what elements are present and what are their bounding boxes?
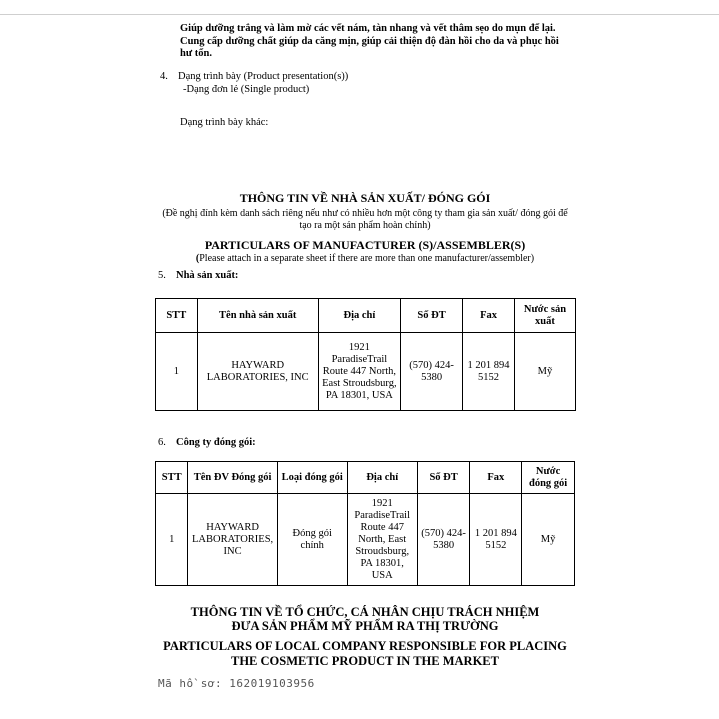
col-fax: Fax bbox=[470, 462, 522, 494]
section-4-heading bbox=[160, 71, 348, 82]
cell-stt: 1 bbox=[156, 494, 188, 586]
cell-fax: 1 201 894 5152 bbox=[470, 494, 522, 586]
benefit-line-2: Cung cấp dưỡng chất giúp da căng mịn, giúp cải thiện độ đàn hồi cho da và phục hồi bbox=[180, 35, 559, 47]
col-packager-name: Tên ĐV Đóng gói bbox=[188, 462, 277, 494]
col-address: Địa chỉ bbox=[318, 299, 400, 333]
section-5-number: 5. bbox=[158, 270, 166, 281]
section-5-label bbox=[158, 270, 238, 281]
packager-table-header-row bbox=[156, 462, 575, 494]
cell-address: 1921 ParadiseTrail Route 447 North, East Stroudsburg, PA 18301, USA bbox=[318, 333, 400, 411]
local-company-heading-vn-1: THÔNG TIN VỀ TỔ CHỨC, CÁ NHÂN CHỊU TRÁCH NHIỆM bbox=[190, 605, 540, 619]
table-row bbox=[156, 494, 575, 586]
col-phone: Số ĐT bbox=[417, 462, 470, 494]
manufacturer-note-vn: (Đề nghị đính kèm danh sách riêng nếu như có nhiều hơn một công ty tham gia sản xuất/ đóng gói để tạo ra một sản phẩm hoàn chỉnh) bbox=[162, 208, 568, 231]
section-4-value: -Dạng đơn lẻ (Single product) bbox=[183, 84, 310, 95]
section-6-number: 6. bbox=[158, 437, 166, 448]
section-5-title: Nhà sản xuất: bbox=[176, 270, 239, 281]
col-address: Địa chỉ bbox=[347, 462, 417, 494]
cell-address: 1921 ParadiseTrail Route 447 North, East Stroudsburg, PA 18301, USA bbox=[347, 494, 417, 586]
record-code: Mã hồ sơ: 162019103956 bbox=[158, 677, 315, 690]
col-fax: Fax bbox=[463, 299, 515, 333]
note-en-open-paren: ( bbox=[195, 253, 200, 264]
packager-table bbox=[155, 461, 575, 586]
local-company-heading-vn-2: ĐƯA SẢN PHẨM MỸ PHẨM RA THỊ TRƯỜNG bbox=[231, 619, 499, 633]
cell-packaging-type: Đóng gói chính bbox=[277, 494, 347, 586]
section-6-title: Công ty đóng gói: bbox=[176, 437, 256, 448]
cell-packager-name: HAYWARD LABORATORIES, INC bbox=[188, 494, 277, 586]
table-row bbox=[156, 333, 576, 411]
cell-fax: 1 201 894 5152 bbox=[463, 333, 515, 411]
local-company-heading-en-2: THE COSMETIC PRODUCT IN THE MARKET bbox=[231, 654, 499, 668]
manufacturer-table-header-row bbox=[156, 299, 576, 333]
section-4-other-label: Dạng trình bày khác: bbox=[180, 117, 269, 128]
page-top-border bbox=[0, 0, 719, 15]
section-6-label bbox=[158, 437, 256, 448]
col-country: Nước sản xuất bbox=[514, 299, 575, 333]
section-4-title: Dạng trình bày (Product presentation(s)) bbox=[178, 71, 349, 82]
cell-country: Mỹ bbox=[514, 333, 575, 411]
note-en-text: Please attach in a separate sheet if there are more than one manufacturer/assembler) bbox=[199, 253, 535, 264]
cell-stt: 1 bbox=[156, 333, 198, 411]
section-4-number: 4. bbox=[160, 71, 168, 82]
manufacturer-heading-vn: THÔNG TIN VỀ NHÀ SẢN XUẤT/ ĐÓNG GÓI bbox=[239, 191, 491, 205]
manufacturer-note-en bbox=[150, 253, 580, 264]
col-manufacturer-name: Tên nhà sản xuất bbox=[197, 299, 318, 333]
col-stt: STT bbox=[156, 299, 198, 333]
col-packaging-type: Loại đóng gói bbox=[277, 462, 347, 494]
benefit-line-1: Giúp dưỡng trắng và làm mờ các vết nám, tàn nhang và vết thâm sẹo do mụn để lại. bbox=[180, 23, 556, 34]
manufacturer-table bbox=[155, 298, 576, 411]
local-company-heading-en-1: PARTICULARS OF LOCAL COMPANY RESPONSIBLE FOR PLACING bbox=[163, 639, 567, 653]
cell-phone: (570) 424-5380 bbox=[417, 494, 470, 586]
manufacturer-heading-en: PARTICULARS OF MANUFACTURER (S)/ASSEMBLER(S) bbox=[204, 238, 526, 252]
benefit-line-3: hư tổn. bbox=[180, 48, 212, 59]
col-country: Nước đóng gói bbox=[522, 462, 575, 494]
product-benefits-text bbox=[180, 23, 590, 61]
cell-country: Mỹ bbox=[522, 494, 575, 586]
col-phone: Số ĐT bbox=[401, 299, 463, 333]
cell-manufacturer-name: HAYWARD LABORATORIES, INC bbox=[197, 333, 318, 411]
col-stt: STT bbox=[156, 462, 188, 494]
cell-phone: (570) 424-5380 bbox=[401, 333, 463, 411]
